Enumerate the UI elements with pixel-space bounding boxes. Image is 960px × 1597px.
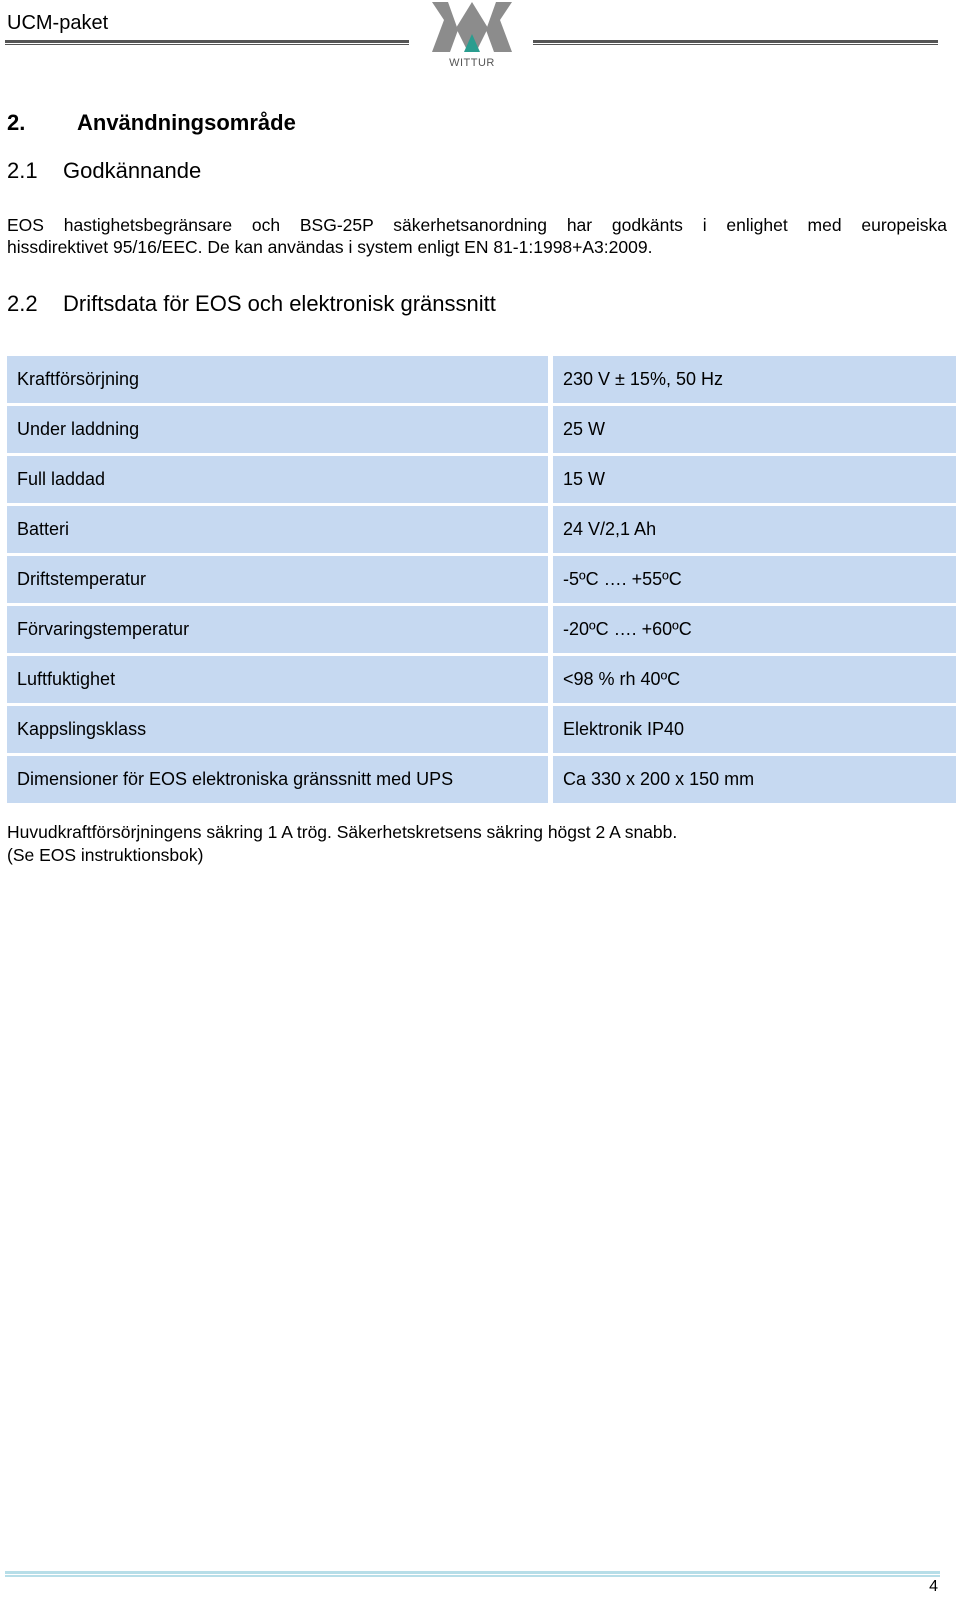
note-line: (Se EOS instruktionsbok) [7, 845, 204, 865]
spec-value: <98 % rh 40ºC [553, 656, 956, 703]
footer-rule [5, 1571, 940, 1577]
subsection-heading-approval [7, 158, 201, 184]
table-row [7, 406, 956, 453]
logo-right-shape [486, 2, 512, 52]
header-rule-left [5, 40, 409, 45]
logo-wordmark: WITTUR [449, 57, 495, 69]
spec-label: Förvaringstemperatur [7, 606, 548, 653]
spec-value: -5ºC …. +55ºC [553, 556, 956, 603]
paragraph-line: EOS hastighetsbegränsare och BSG-25P säkerhetsanordning har godkänts i enlighet med europeiska [7, 215, 947, 235]
spec-value: -20ºC …. +60ºC [553, 606, 956, 653]
subsection-title: Driftsdata för EOS och elektronisk gränssnitt [63, 291, 496, 316]
specification-table [7, 356, 956, 806]
subsection-title: Godkännande [63, 158, 202, 183]
spec-label: Luftfuktighet [7, 656, 548, 703]
subsection-number: 2.1 [7, 158, 38, 183]
table-row [7, 506, 956, 553]
spec-label: Kappslingsklass [7, 706, 548, 753]
section-title: Användningsområde [77, 110, 296, 135]
spec-label: Dimensioner för EOS elektroniska gränssnitt med UPS [7, 756, 548, 803]
table-row [7, 556, 956, 603]
table-row [7, 756, 956, 803]
approval-paragraph [7, 214, 947, 258]
spec-label: Batteri [7, 506, 548, 553]
table-row [7, 606, 956, 653]
paragraph-line: hissdirektivet 95/16/EEC. De kan användas i system enligt EN 81-1:1998+A3:2009. [7, 237, 653, 257]
spec-label: Full laddad [7, 456, 548, 503]
spec-label: Driftstemperatur [7, 556, 548, 603]
table-row [7, 456, 956, 503]
subsection-heading-operating-data [7, 291, 496, 317]
fuse-note [7, 821, 677, 867]
table-row [7, 356, 956, 403]
header-rule-right [533, 40, 938, 45]
logo-left-shape [432, 2, 458, 52]
spec-label: Under laddning [7, 406, 548, 453]
spec-label: Kraftförsörjning [7, 356, 548, 403]
section-heading [7, 110, 296, 136]
spec-value: Elektronik IP40 [553, 706, 956, 753]
table-row [7, 656, 956, 703]
note-line: Huvudkraftförsörjningens säkring 1 A trög. Säkerhetskretsens säkring högst 2 A snabb. [7, 822, 678, 842]
table-row [7, 706, 956, 753]
document-header-title: UCM-paket [7, 12, 109, 34]
section-number: 2. [7, 110, 26, 135]
spec-value: 15 W [553, 456, 956, 503]
subsection-number: 2.2 [7, 291, 38, 316]
spec-value: Ca 330 x 200 x 150 mm [553, 756, 956, 803]
spec-value: 24 V/2,1 Ah [553, 506, 956, 553]
spec-value: 230 V ± 15%, 50 Hz [553, 356, 956, 403]
page-number: 4 [929, 1578, 938, 1595]
spec-value: 25 W [553, 406, 956, 453]
